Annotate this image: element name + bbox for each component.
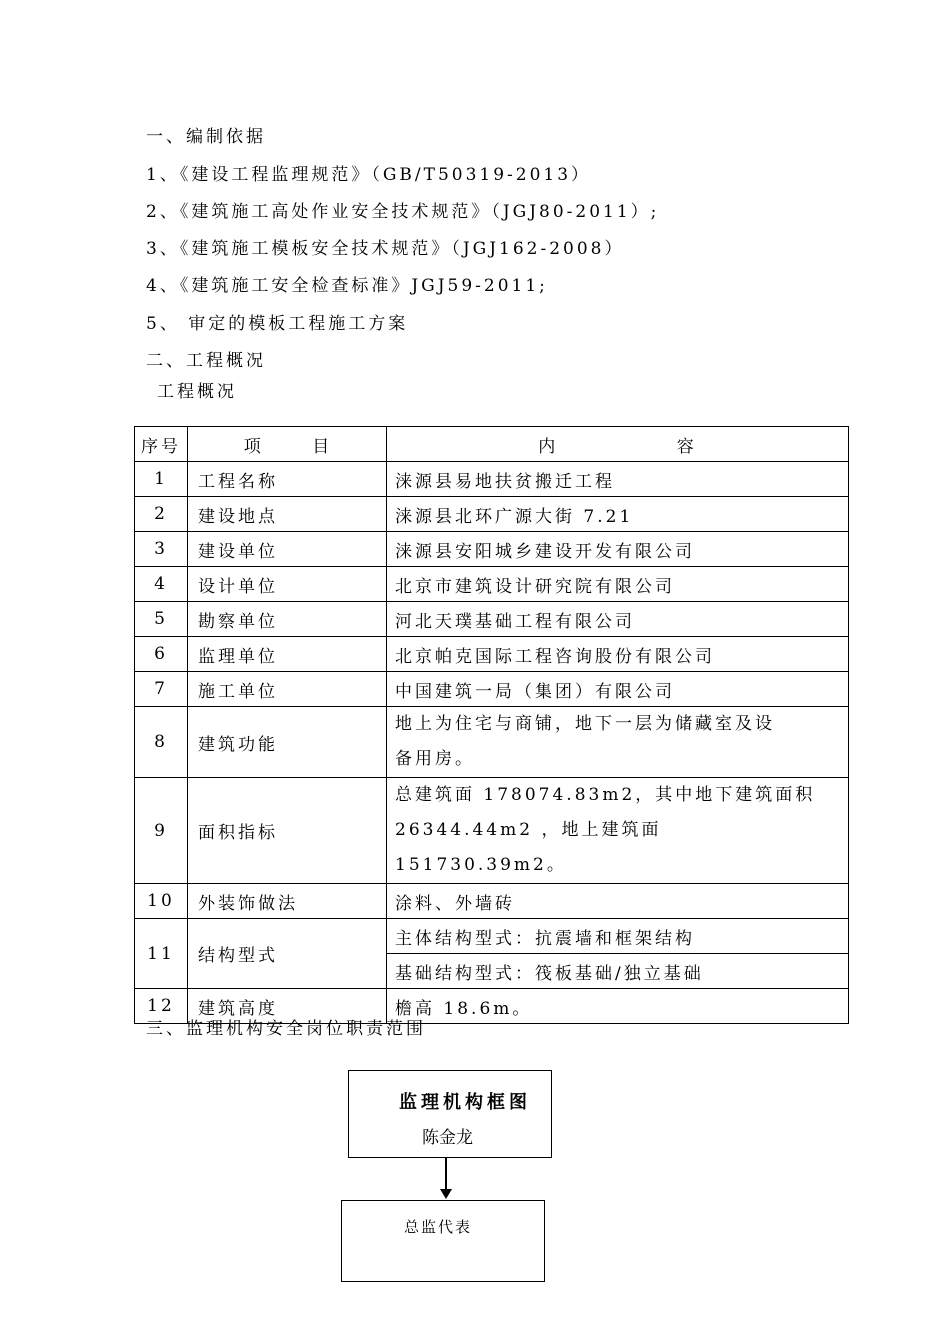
row-item: 建筑高度 bbox=[188, 989, 387, 1024]
org-chart-top-box bbox=[348, 1070, 552, 1158]
row-content: 涞源县易地扶贫搬迁工程 bbox=[387, 462, 849, 497]
arrow-down-icon bbox=[440, 1189, 452, 1199]
table-row bbox=[135, 884, 849, 919]
row-content: 涞源县北环广源大街 7.21 bbox=[387, 497, 849, 532]
row-item: 结构型式 bbox=[188, 919, 387, 989]
org-chart-connector bbox=[445, 1158, 447, 1190]
basis-item-2: 2、《建筑施工高处作业安全技术规范》（JGJ80-2011）; bbox=[146, 202, 660, 222]
table-row bbox=[135, 672, 849, 707]
section2-heading: 二、工程概况 bbox=[146, 351, 266, 371]
row-content: 中国建筑一局（集团）有限公司 bbox=[387, 672, 849, 707]
row-content: 北京市建筑设计研究院有限公司 bbox=[387, 567, 849, 602]
row-no: 10 bbox=[135, 884, 188, 919]
row-content: 主体结构型式：抗震墙和框架结构 bbox=[387, 919, 849, 954]
header-content: 内 容 bbox=[387, 427, 849, 462]
table-header-row bbox=[135, 427, 849, 462]
table-row bbox=[135, 637, 849, 672]
project-overview-table bbox=[134, 426, 849, 1024]
row-content bbox=[387, 707, 849, 778]
section1-heading: 一、编制依据 bbox=[146, 127, 266, 147]
row-no: 12 bbox=[135, 989, 188, 1024]
row-no: 9 bbox=[135, 778, 188, 884]
row-no: 8 bbox=[135, 707, 188, 778]
table-row bbox=[135, 778, 849, 884]
row-content: 北京帕克国际工程咨询股份有限公司 bbox=[387, 637, 849, 672]
basis-item-3: 3、《建筑施工模板安全技术规范》（JGJ162-2008） bbox=[146, 239, 625, 259]
row-item: 外装饰做法 bbox=[188, 884, 387, 919]
row-content: 涂料、外墙砖 bbox=[387, 884, 849, 919]
section3-heading: 三、监理机构安全岗位职责范围 bbox=[146, 1019, 426, 1039]
row-content: 河北天璞基础工程有限公司 bbox=[387, 602, 849, 637]
row-content-line: 26344.44m2 ，地上建筑面 151730.39m2。 bbox=[395, 820, 662, 875]
table-row bbox=[135, 497, 849, 532]
org-chart-title: 监理机构框图 bbox=[399, 1092, 531, 1113]
row-item: 面积指标 bbox=[188, 778, 387, 884]
row-item: 建筑功能 bbox=[188, 707, 387, 778]
table-row bbox=[135, 462, 849, 497]
header-item: 项 目 bbox=[188, 427, 387, 462]
basis-item-1: 1、《建设工程监理规范》（GB/T50319-2013） bbox=[146, 165, 592, 185]
table-row bbox=[135, 567, 849, 602]
row-item: 监理单位 bbox=[188, 637, 387, 672]
row-content-line: 备用房。 bbox=[395, 749, 475, 769]
row-content: 涞源县安阳城乡建设开发有限公司 bbox=[387, 532, 849, 567]
table-row bbox=[135, 919, 849, 954]
table-row bbox=[135, 602, 849, 637]
org-chart-person: 陈金龙 bbox=[422, 1128, 473, 1148]
row-item: 设计单位 bbox=[188, 567, 387, 602]
header-no: 序号 bbox=[135, 427, 188, 462]
row-content-line: 地上为住宅与商铺，地下一层为储藏室及设 bbox=[395, 714, 775, 734]
row-item: 勘察单位 bbox=[188, 602, 387, 637]
row-content: 檐高 18.6m。 bbox=[387, 989, 849, 1024]
basis-item-5: 5、 审定的模板工程施工方案 bbox=[146, 314, 409, 334]
row-item: 建设地点 bbox=[188, 497, 387, 532]
row-no: 3 bbox=[135, 532, 188, 567]
basis-item-4: 4、《建筑施工安全检查标准》JGJ59-2011; bbox=[146, 276, 548, 296]
row-no: 5 bbox=[135, 602, 188, 637]
row-no: 4 bbox=[135, 567, 188, 602]
row-no: 11 bbox=[135, 919, 188, 989]
row-content: 基础结构型式：筏板基础/独立基础 bbox=[387, 954, 849, 989]
table-row bbox=[135, 707, 849, 778]
row-no: 6 bbox=[135, 637, 188, 672]
row-content-line: 总建筑面 178074.83m2，其中地下建筑面积 bbox=[395, 785, 816, 805]
row-content bbox=[387, 778, 849, 884]
row-no: 7 bbox=[135, 672, 188, 707]
row-no: 2 bbox=[135, 497, 188, 532]
row-item: 施工单位 bbox=[188, 672, 387, 707]
row-item: 建设单位 bbox=[188, 532, 387, 567]
org-chart-deputy-box bbox=[341, 1200, 545, 1282]
row-item: 工程名称 bbox=[188, 462, 387, 497]
row-no: 1 bbox=[135, 462, 188, 497]
table-caption: 工程概况 bbox=[157, 382, 237, 402]
table-row bbox=[135, 532, 849, 567]
org-chart-deputy-title: 总监代表 bbox=[404, 1218, 473, 1236]
